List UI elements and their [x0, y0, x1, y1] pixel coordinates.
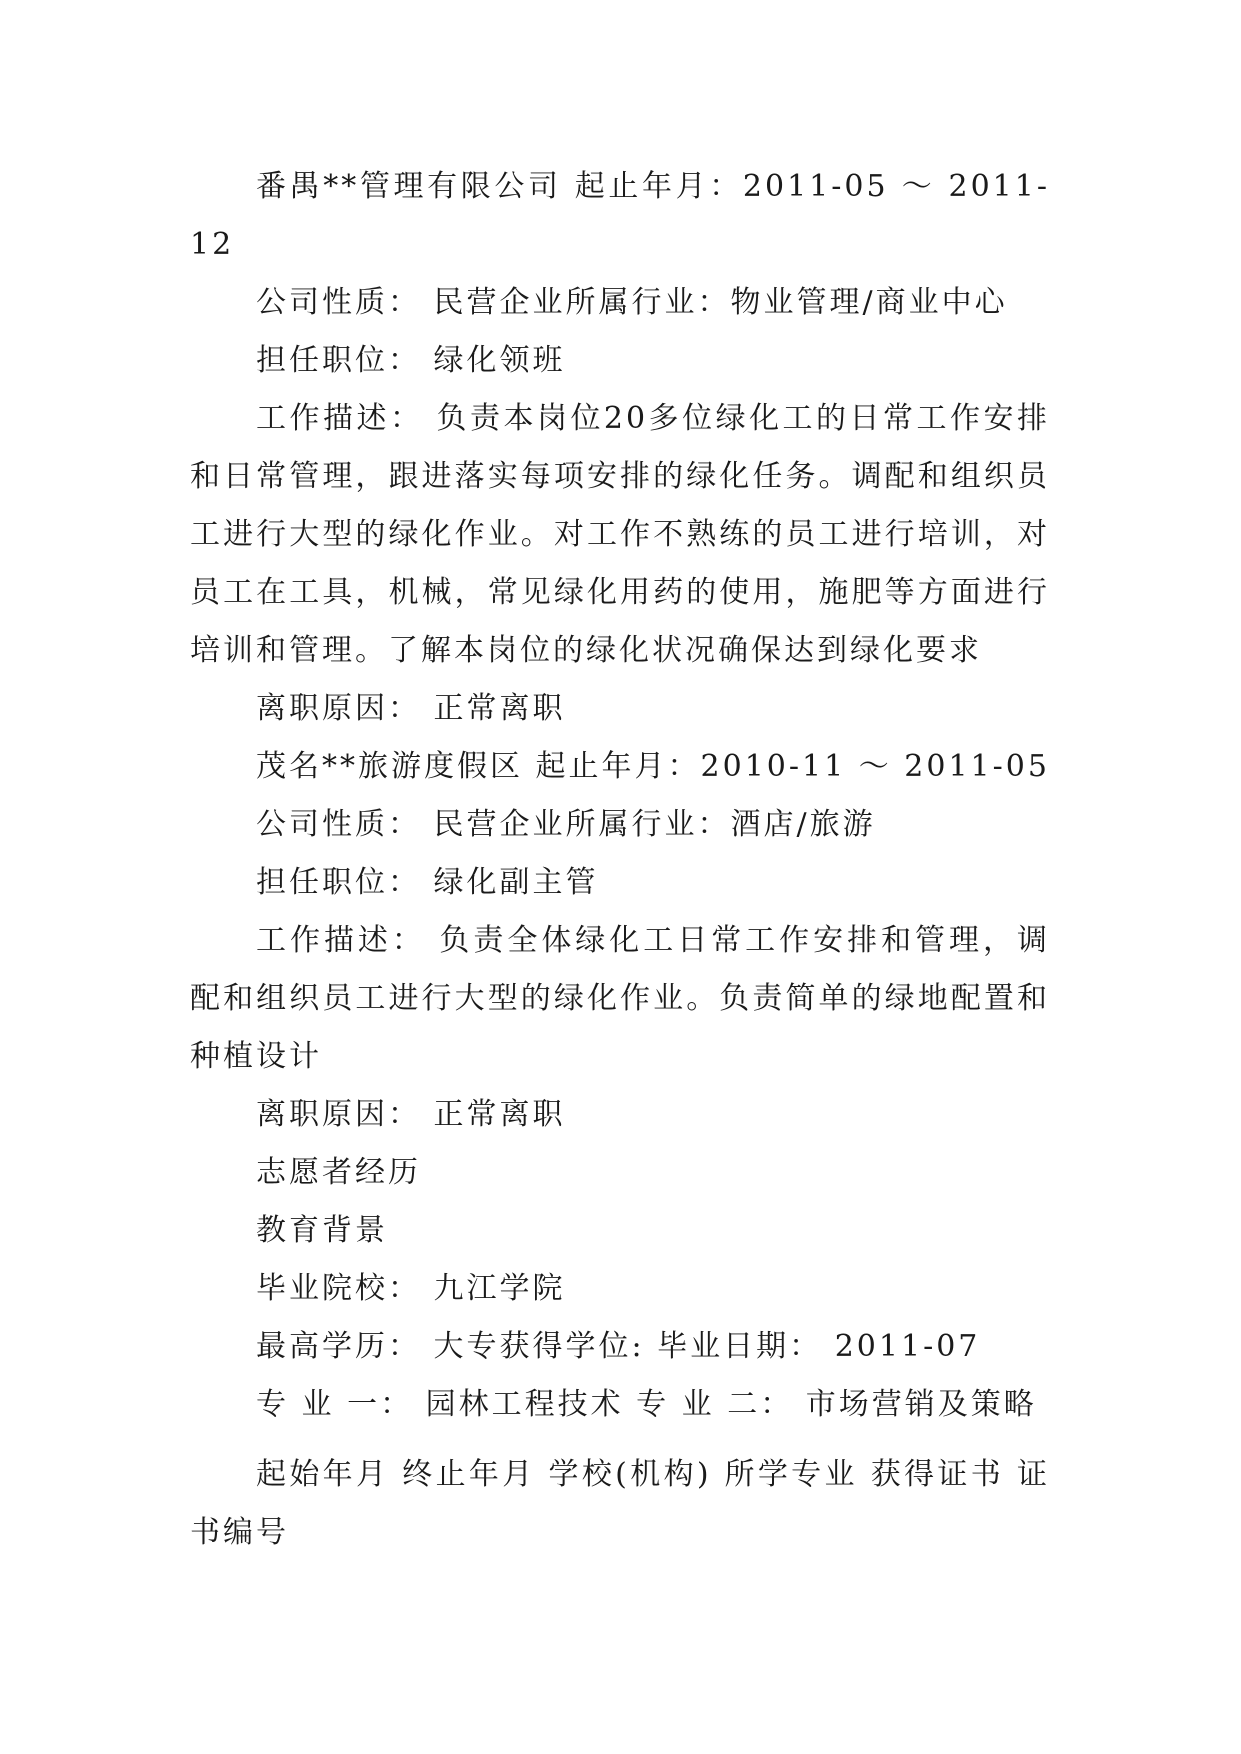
employer-1-company-type: 公司性质： 民营企业所属行业：物业管理/商业中心 [256, 285, 1008, 320]
document-body [190, 158, 1050, 1562]
employer-1-leave-reason: 离职原因： 正常离职 [256, 691, 566, 726]
education-table-header: 起始年月 终止年月 学校(机构) 所学专业 获得证书 证书编号 [190, 1457, 1050, 1550]
employer-2-description: 工作描述： 负责全体绿化工日常工作安排和管理，调配和组织员工进行大型的绿化作业。负责简单的绿地配置和种植设计 [190, 923, 1050, 1074]
graduation-school: 毕业院校： 九江学院 [256, 1271, 566, 1306]
employer-1-position: 担任职位： 绿化领班 [256, 343, 566, 378]
employer-2-company-type: 公司性质： 民营企业所属行业：酒店/旅游 [256, 807, 876, 842]
highest-degree: 最高学历： 大专获得学位: 毕业日期： 2011-07 [256, 1329, 981, 1364]
majors: 专 业 一： 园林工程技术 专 业 二： 市场营销及策略 [256, 1387, 1037, 1422]
employer-2-header: 茂名**旅游度假区 起止年月：2010-11 ～ 2011-05 [256, 749, 1050, 784]
employer-2-position: 担任职位： 绿化副主管 [256, 865, 599, 900]
employer-1-header: 番禺**管理有限公司 起止年月：2011-05 ～ 2011-12 [190, 169, 1050, 262]
employer-1-description: 工作描述： 负责本岗位20多位绿化工的日常工作安排和日常管理，跟进落实每项安排的绿化任务。调配和组织员工进行大型的绿化作业。对工作不熟练的员工进行培训，对员工在工具，机械，常见绿化用药的使用，施肥等方面进行培训和管理。了解本岗位的绿化状况确保达到绿化要求 [190, 401, 1050, 668]
education-heading: 教育背景 [256, 1213, 388, 1248]
volunteer-heading: 志愿者经历 [256, 1155, 421, 1190]
employer-2-leave-reason: 离职原因： 正常离职 [256, 1097, 566, 1132]
